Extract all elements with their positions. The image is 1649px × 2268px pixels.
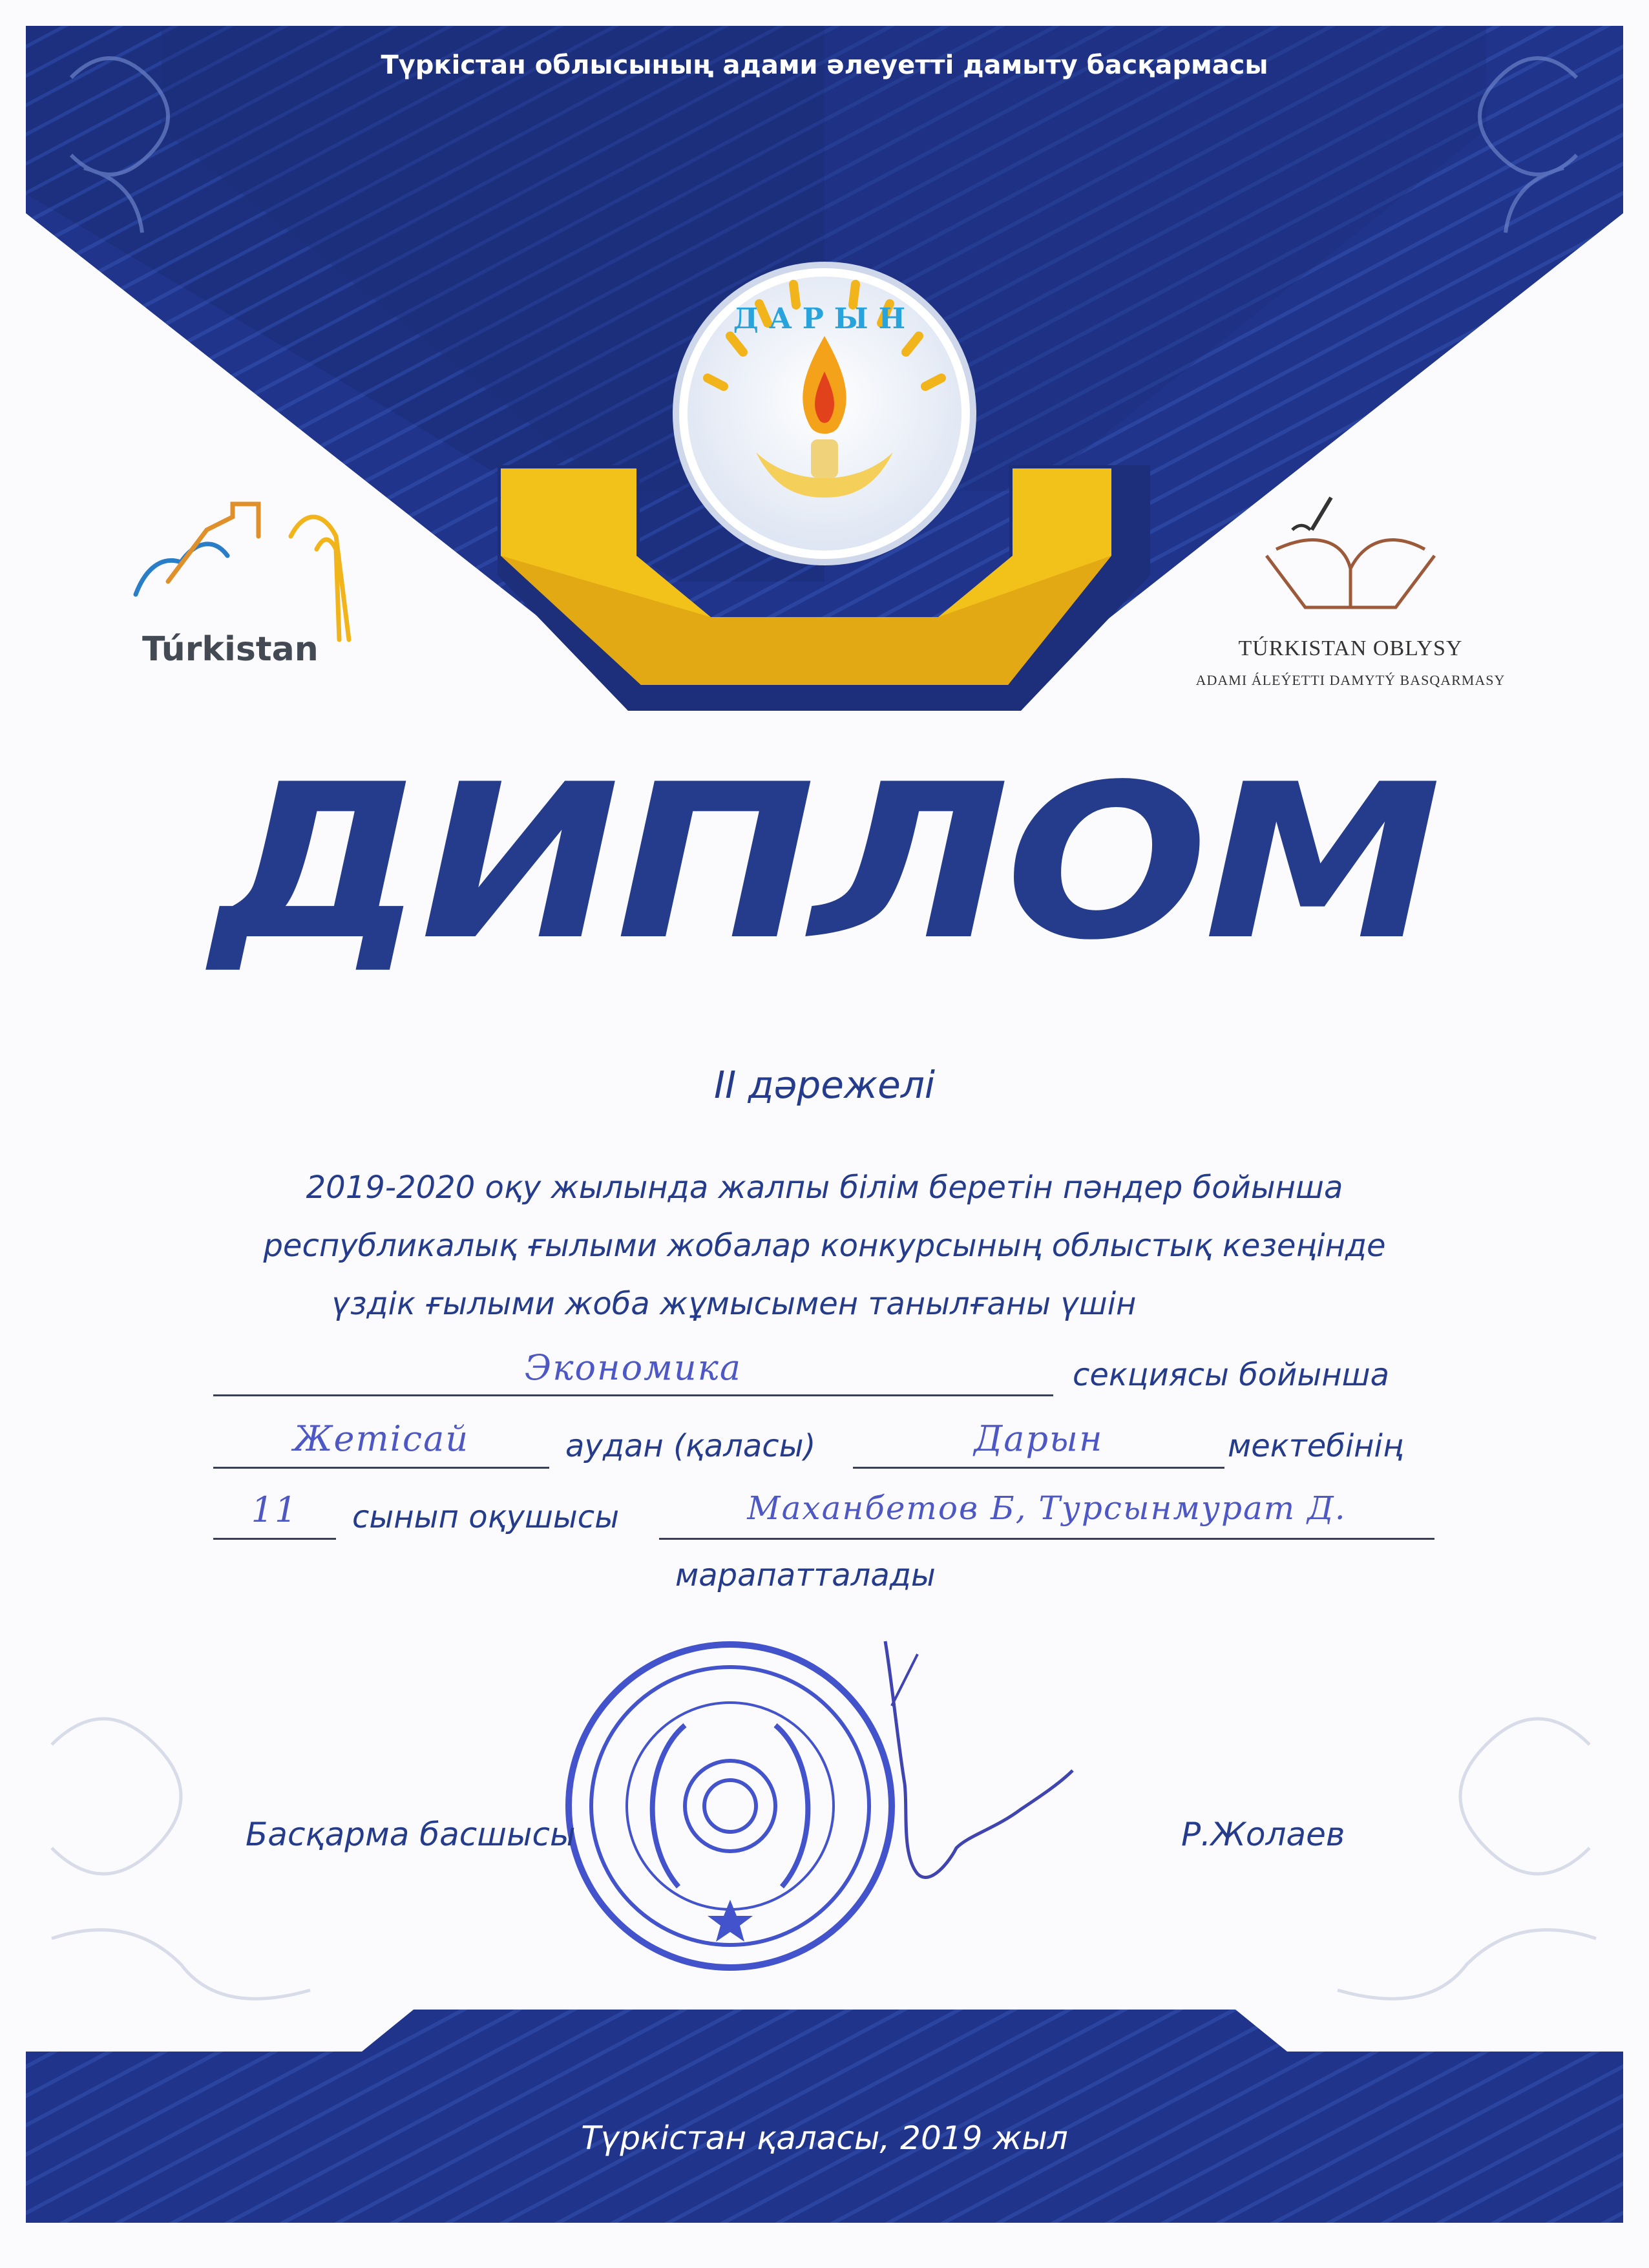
diploma-title: ДИПЛОМ	[211, 739, 1438, 987]
turkistan-logo-text: Túrkistan	[142, 630, 319, 669]
school-line	[853, 1467, 1224, 1469]
district-value: Жетісай	[293, 1418, 470, 1459]
book-quill-logo	[1266, 498, 1434, 607]
grade-label: сынып оқушысы	[352, 1499, 620, 1535]
footer-place-year: Түркістан қаласы, 2019 жыл	[581, 2119, 1068, 2157]
region-logo-line1: TÚRKISTAN OBLYSY	[1238, 636, 1463, 660]
district-line	[213, 1467, 549, 1469]
school-label: мектебінің	[1228, 1428, 1403, 1464]
region-logo-line2: ADAMI ÁLEÝETTI DAMYTÝ BASQARMASY	[1195, 672, 1506, 688]
grade-value: 11	[251, 1489, 299, 1530]
citation-line-3: үздік ғылыми жоба жұмысымен танылғаны үшін	[331, 1286, 1137, 1322]
citation-line-2: республикалық ғылыми жобалар конкурсының облыстық кезеңінде	[263, 1228, 1386, 1264]
section-value: Экономика	[524, 1347, 742, 1388]
signature-scribble	[885, 1641, 1073, 1877]
signatory-name: Р.Жолаев	[1181, 1816, 1345, 1853]
emblem-lettering: ДАРЫН	[733, 302, 916, 335]
section-label: секциясы бойынша	[1073, 1357, 1389, 1393]
turkistan-logo-mark	[136, 504, 349, 640]
citation-line-1: 2019-2020 оқу жылында жалпы білім беретін пәндер бойынша	[306, 1170, 1343, 1206]
awarded-label: марапатталады	[675, 1557, 936, 1593]
organization-header: Түркістан облысының адами әлеуетті дамыту басқармасы	[381, 50, 1268, 80]
district-label: аудан (қаласы)	[565, 1428, 816, 1464]
grade-line	[213, 1538, 336, 1540]
degree-label: II дәрежелі	[713, 1063, 936, 1107]
signatory-position: Басқарма басшысы	[246, 1816, 576, 1853]
section-line	[213, 1394, 1053, 1396]
school-value: Дарын	[974, 1418, 1104, 1459]
students-line	[659, 1538, 1434, 1540]
students-value: Маханбетов Б, Турсынмурат Д.	[747, 1489, 1347, 1527]
footer-banner	[26, 2010, 1623, 2223]
official-stamp	[569, 1644, 892, 1968]
